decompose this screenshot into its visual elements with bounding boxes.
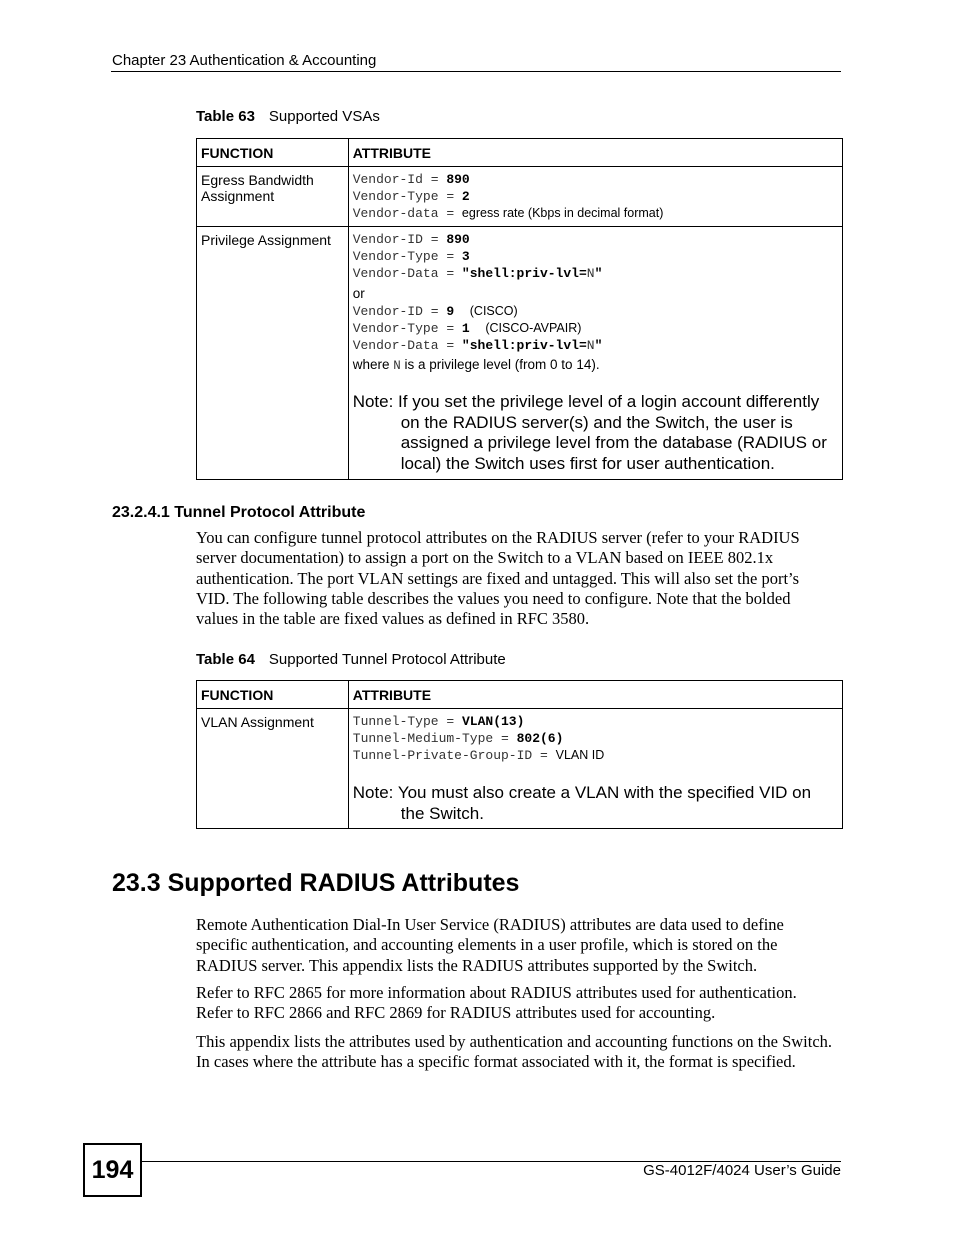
privilege-note: Note: If you set the privilege level of a login account differently on the RADIUS server(s) and the Switch, the user is assigned a privilege level from the database (RADIUS or local) the Switch uses first for user authentication. bbox=[352, 392, 827, 473]
where-text: where N is a privilege level (from 0 to 14). bbox=[352, 357, 600, 373]
attribute-line: Vendor-ID = 9 (CISCO) bbox=[352, 304, 518, 319]
section-heading-tunnel-protocol: 23.2.4.1 Tunnel Protocol Attribute bbox=[112, 504, 366, 521]
attribute-cell bbox=[348, 709, 842, 829]
or-text: or bbox=[352, 286, 365, 301]
vlan-note: Note: You must also create a VLAN with the specified VID on the Switch. bbox=[352, 783, 812, 823]
attribute-cell bbox=[348, 227, 842, 480]
attribute-line: Vendor-Type = 3 bbox=[352, 249, 470, 264]
attribute-line: Vendor-Type = 1 (CISCO-AVPAIR) bbox=[352, 321, 582, 336]
table-row bbox=[197, 227, 843, 480]
table-row bbox=[197, 167, 843, 227]
table64-title: Supported Tunnel Protocol Attribute bbox=[268, 651, 506, 668]
attribute-line: Vendor-Type = 2 bbox=[352, 189, 470, 204]
table-row bbox=[197, 709, 843, 829]
guide-title: GS-4012F/4024 User’s Guide bbox=[643, 1162, 841, 1179]
table63-title: Supported VSAs bbox=[268, 108, 380, 125]
table63-caption bbox=[196, 108, 380, 125]
header-divider bbox=[111, 71, 841, 72]
page-number: 194 bbox=[83, 1143, 142, 1197]
table-header-row bbox=[197, 139, 843, 167]
attribute-line: Vendor-ID = 890 bbox=[352, 232, 470, 247]
function-cell: Egress Bandwidth Assignment bbox=[197, 167, 349, 227]
attribute-line: Vendor-data = egress rate (Kbps in decimal format) bbox=[352, 206, 664, 221]
table63 bbox=[196, 138, 843, 480]
radius-paragraph-3: This appendix lists the attributes used by authentication and accounting functions on the Switch. In cases where the attribute has a specific format associated with it, the format is specified. bbox=[196, 1032, 833, 1072]
column-header-attribute: ATTRIBUTE bbox=[348, 681, 842, 709]
attribute-line: Tunnel-Medium-Type = 802(6) bbox=[352, 731, 564, 746]
attribute-cell bbox=[348, 167, 842, 227]
running-header: Chapter 23 Authentication & Accounting bbox=[112, 52, 377, 69]
attribute-line: Tunnel-Type = VLAN(13) bbox=[352, 714, 525, 729]
column-header-function: FUNCTION bbox=[197, 681, 349, 709]
function-cell: Privilege Assignment bbox=[197, 227, 349, 480]
radius-paragraph-2: Refer to RFC 2865 for more information about RADIUS attributes used for authentication. Refer to RFC 2866 and RFC 2869 for RADIUS attributes used for accounting. bbox=[196, 983, 797, 1023]
tunnel-protocol-paragraph: You can configure tunnel protocol attributes on the RADIUS server (refer to your RADIUS server documentation) to assign a port on the Switch to a VLAN based on IEEE 802.1x authentication. The port VLAN settings are fixed and untagged. This will also set the port’s VID. The following table describes the values you need to configure. Note that the bolded values in the table are fixed values as defined in RFC 3580. bbox=[196, 528, 800, 629]
section-heading-radius-attributes: 23.3 Supported RADIUS Attributes bbox=[112, 869, 520, 897]
attribute-line: Tunnel-Private-Group-ID = VLAN ID bbox=[352, 748, 605, 763]
table63-label: Table 63 bbox=[196, 108, 255, 125]
attribute-line: Vendor-Data = "shell:priv-lvl=N" bbox=[352, 338, 603, 353]
column-header-attribute: ATTRIBUTE bbox=[348, 139, 842, 167]
radius-paragraph-1: Remote Authentication Dial-In User Service (RADIUS) attributes are data used to define specific authentication, and accounting elements in a user profile, which is stored on the RADIUS server. This appendix lists the RADIUS attributes supported by the Switch. bbox=[196, 915, 784, 975]
table64 bbox=[196, 680, 843, 829]
attribute-line: Vendor-Data = "shell:priv-lvl=N" bbox=[352, 266, 603, 281]
function-cell: VLAN Assignment bbox=[197, 709, 349, 829]
table-header-row bbox=[197, 681, 843, 709]
table64-label: Table 64 bbox=[196, 651, 255, 668]
column-header-function: FUNCTION bbox=[197, 139, 349, 167]
table64-caption bbox=[196, 651, 506, 668]
attribute-line: Vendor-Id = 890 bbox=[352, 172, 470, 187]
